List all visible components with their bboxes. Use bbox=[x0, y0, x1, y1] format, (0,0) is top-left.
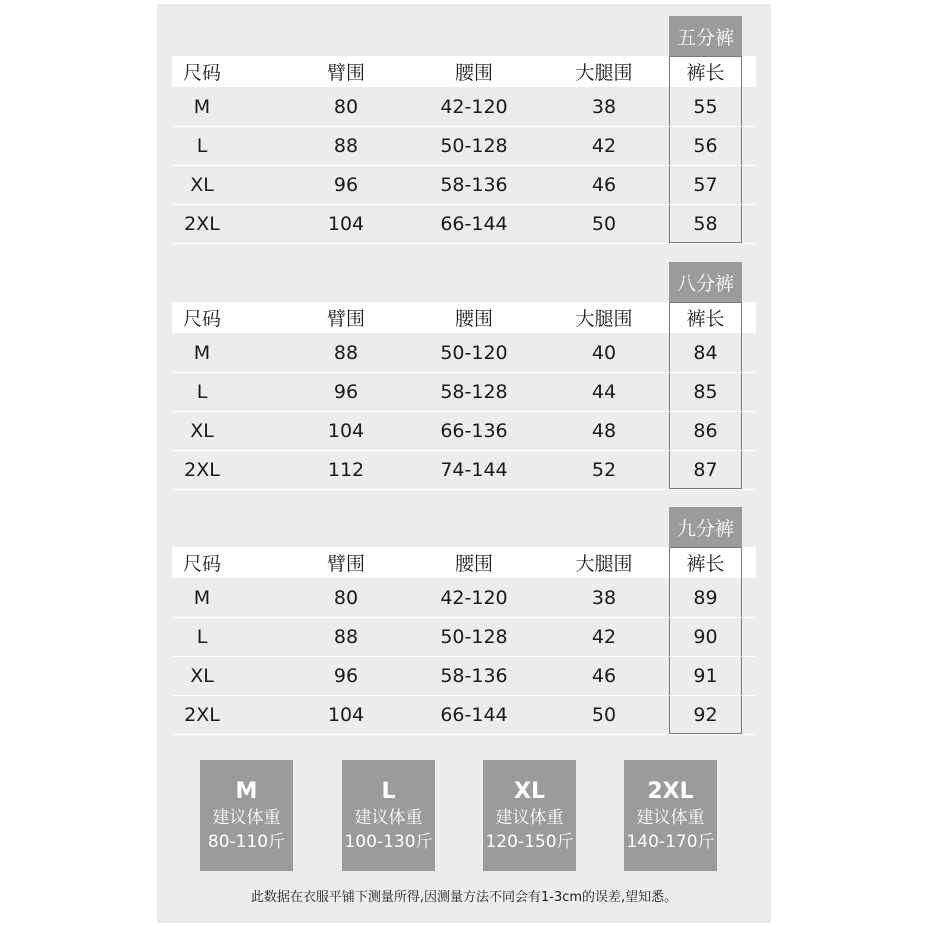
cell-size: XL bbox=[190, 174, 214, 196]
cell-length: 55 bbox=[693, 96, 718, 118]
cell-arm: 104 bbox=[327, 704, 365, 726]
weight-label: 建议体重 bbox=[354, 807, 423, 828]
cell-length: 86 bbox=[693, 420, 718, 442]
cell-length: 87 bbox=[693, 459, 718, 481]
weight-box-m bbox=[200, 760, 293, 871]
cell-thigh: 48 bbox=[591, 420, 617, 442]
table-tag: 五分裤 bbox=[669, 16, 742, 56]
cell-arm: 88 bbox=[333, 135, 359, 157]
header-thigh: 大腿围 bbox=[575, 553, 633, 575]
table-row bbox=[172, 451, 756, 490]
cell-thigh: 50 bbox=[591, 213, 617, 235]
cell-arm: 104 bbox=[327, 213, 365, 235]
weight-box-xl bbox=[483, 760, 576, 871]
weight-size: L bbox=[381, 778, 396, 804]
table-row bbox=[172, 696, 756, 735]
header-waist: 腰围 bbox=[454, 308, 493, 330]
cell-length: 91 bbox=[693, 665, 718, 687]
cell-size: L bbox=[196, 626, 208, 648]
cell-length: 58 bbox=[693, 213, 718, 235]
weight-label: 建议体重 bbox=[212, 807, 281, 828]
cell-arm: 104 bbox=[327, 420, 365, 442]
cell-thigh: 38 bbox=[591, 96, 617, 118]
cell-thigh: 46 bbox=[591, 665, 617, 687]
cell-waist: 66-144 bbox=[440, 704, 508, 726]
cell-thigh: 50 bbox=[591, 704, 617, 726]
cell-length: 90 bbox=[693, 626, 718, 648]
header-arm: 臂围 bbox=[326, 553, 365, 575]
table-row bbox=[172, 618, 756, 657]
size-chart-panel bbox=[157, 4, 771, 923]
table-row bbox=[172, 412, 756, 451]
weight-box-l bbox=[342, 760, 435, 871]
table-row bbox=[172, 657, 756, 696]
header-waist: 腰围 bbox=[454, 62, 493, 84]
weight-range: 140-170斤 bbox=[626, 831, 715, 852]
header-waist: 腰围 bbox=[454, 553, 493, 575]
cell-length: 89 bbox=[693, 587, 718, 609]
cell-size: M bbox=[193, 342, 211, 364]
weight-size: M bbox=[235, 778, 258, 804]
cell-thigh: 42 bbox=[591, 135, 617, 157]
cell-length: 57 bbox=[693, 174, 718, 196]
cell-waist: 50-120 bbox=[440, 342, 508, 364]
cell-size: 2XL bbox=[184, 213, 220, 235]
cell-thigh: 42 bbox=[591, 626, 617, 648]
cell-size: 2XL bbox=[184, 459, 220, 481]
table-tag: 九分裤 bbox=[669, 507, 742, 547]
cell-waist: 58-136 bbox=[440, 665, 508, 687]
cell-thigh: 38 bbox=[591, 587, 617, 609]
cell-size: XL bbox=[190, 665, 214, 687]
cell-waist: 50-128 bbox=[440, 626, 508, 648]
header-arm: 臂围 bbox=[326, 308, 365, 330]
header-length: 裤长 bbox=[686, 62, 725, 84]
table-ankle bbox=[157, 495, 771, 735]
cell-length: 84 bbox=[693, 342, 718, 364]
cell-thigh: 40 bbox=[591, 342, 617, 364]
table-row bbox=[172, 373, 756, 412]
header-thigh: 大腿围 bbox=[575, 62, 633, 84]
table-row bbox=[172, 334, 756, 373]
header-thigh: 大腿围 bbox=[575, 308, 633, 330]
table-row bbox=[172, 579, 756, 618]
weight-label: 建议体重 bbox=[636, 807, 705, 828]
header-arm: 臂围 bbox=[326, 62, 365, 84]
cell-thigh: 52 bbox=[591, 459, 617, 481]
cell-waist: 58-128 bbox=[440, 381, 508, 403]
cell-size: M bbox=[193, 96, 211, 118]
cell-thigh: 44 bbox=[591, 381, 617, 403]
header-size: 尺码 bbox=[182, 62, 221, 84]
cell-length: 85 bbox=[693, 381, 718, 403]
weight-guide bbox=[157, 760, 771, 874]
cell-arm: 112 bbox=[327, 459, 365, 481]
cell-waist: 50-128 bbox=[440, 135, 508, 157]
cell-thigh: 46 bbox=[591, 174, 617, 196]
table-row bbox=[172, 88, 756, 127]
measurement-note: 此数据在衣服平铺下测量所得,因测量方法不同会有1-3cm的误差,望知悉。 bbox=[250, 890, 678, 905]
cell-size: M bbox=[193, 587, 211, 609]
cell-waist: 66-136 bbox=[440, 420, 508, 442]
cell-waist: 74-144 bbox=[440, 459, 508, 481]
cell-arm: 96 bbox=[333, 174, 359, 196]
cell-size: L bbox=[196, 381, 208, 403]
weight-range: 120-150斤 bbox=[485, 831, 574, 852]
cell-waist: 42-120 bbox=[440, 587, 508, 609]
cell-arm: 80 bbox=[333, 587, 359, 609]
weight-size: XL bbox=[514, 778, 545, 804]
cell-size: XL bbox=[190, 420, 214, 442]
cell-length: 92 bbox=[693, 704, 718, 726]
table-row bbox=[172, 205, 756, 244]
cell-arm: 96 bbox=[333, 665, 359, 687]
table-row bbox=[172, 166, 756, 205]
weight-range: 100-130斤 bbox=[344, 831, 433, 852]
table-tag: 八分裤 bbox=[669, 262, 742, 302]
cell-length: 56 bbox=[693, 135, 718, 157]
weight-size: 2XL bbox=[647, 778, 694, 804]
cell-arm: 88 bbox=[333, 342, 359, 364]
table-shorts bbox=[157, 4, 771, 244]
header-size: 尺码 bbox=[182, 308, 221, 330]
cell-arm: 96 bbox=[333, 381, 359, 403]
table-cropped bbox=[157, 250, 771, 490]
cell-arm: 80 bbox=[333, 96, 359, 118]
weight-range: 80-110斤 bbox=[207, 831, 286, 852]
cell-size: L bbox=[196, 135, 208, 157]
table-row bbox=[172, 127, 756, 166]
header-size: 尺码 bbox=[182, 553, 221, 575]
cell-waist: 66-144 bbox=[440, 213, 508, 235]
header-length: 裤长 bbox=[686, 553, 725, 575]
weight-box-2xl bbox=[624, 760, 717, 871]
cell-size: 2XL bbox=[184, 704, 220, 726]
cell-waist: 58-136 bbox=[440, 174, 508, 196]
cell-waist: 42-120 bbox=[440, 96, 508, 118]
weight-label: 建议体重 bbox=[495, 807, 564, 828]
cell-arm: 88 bbox=[333, 626, 359, 648]
header-length: 裤长 bbox=[686, 308, 725, 330]
